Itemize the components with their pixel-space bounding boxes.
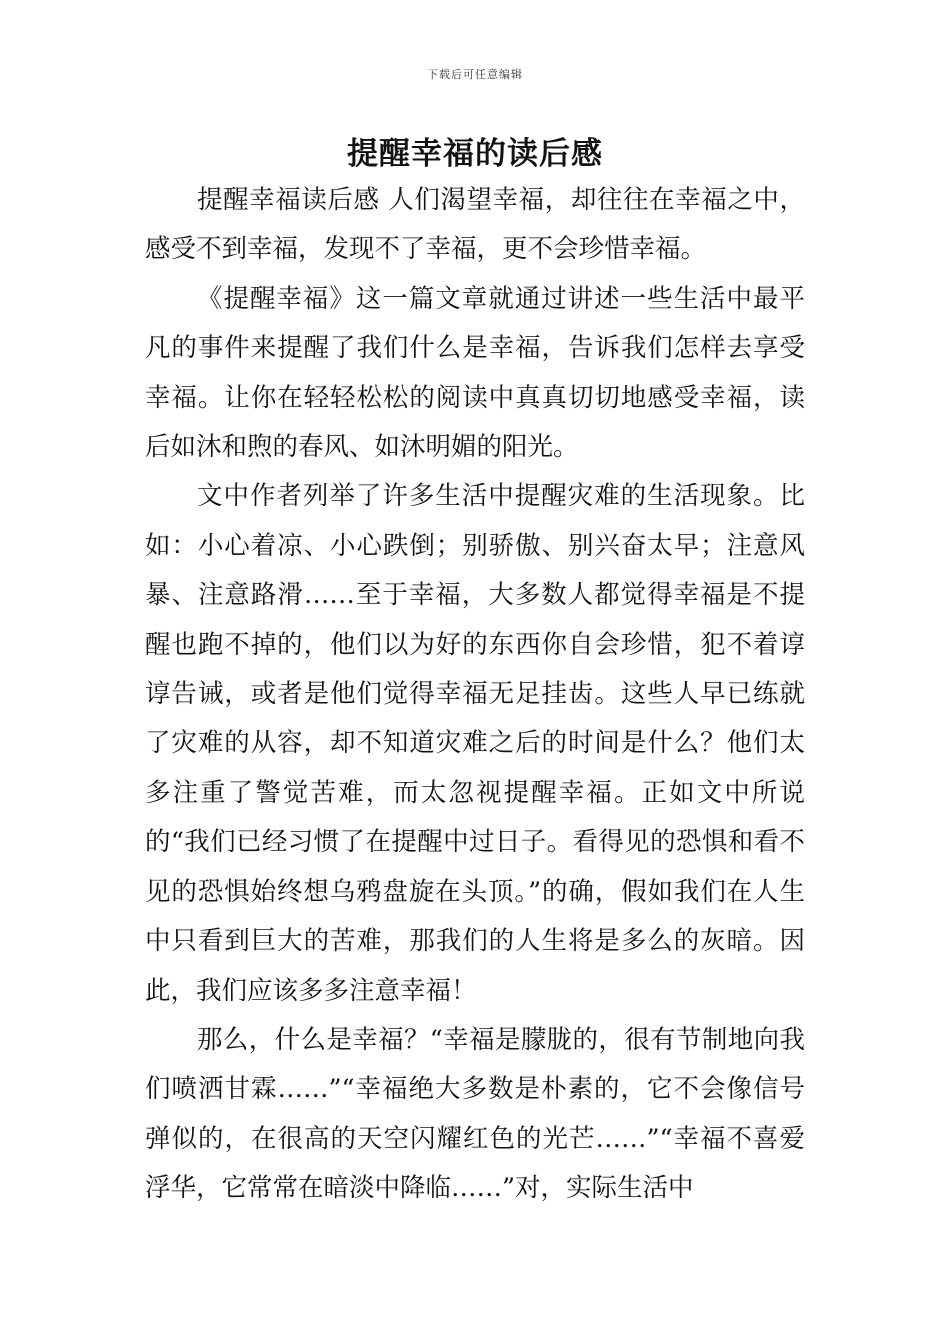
paragraph-3: 文中作者列举了许多生活中提醒灾难的生活现象。比如：小心着凉、小心跌倒；别骄傲、别兴奋太早；注意风暴、注意路滑……至于幸福，大多数人都觉得幸福是不提醒也跑不掉的，他们以为好的东西你自会珍惜，犯不着谆谆告诫，或者是他们觉得幸福无足挂齿。这些人早已练就了灾难的从容，却不知道灾难之后的时间是什么？他们太多注重了警觉苦难，而太忽视提醒幸福。正如文中所说的“我们已经习惯了在提醒中过日子。看得见的恐惧和看不见的恐惧始终想乌鸦盘旋在头顶。”的确，假如我们在人生中只看到巨大的苦难，那我们的人生将是多么的灰暗。因此，我们应该多多注意幸福！ — [145, 481, 805, 1006]
header-note: 下载后可任意编辑 — [427, 68, 523, 81]
paragraph-1: 提醒幸福读后感 人们渴望幸福，却往往在幸福之中，感受不到幸福，发现不了幸福，更不会珍惜幸福。 — [145, 185, 805, 265]
document-title: 提醒幸福的读后感 — [347, 136, 603, 172]
paragraph-2: 《提醒幸福》这一篇文章就通过讲述一些生活中最平凡的事件来提醒了我们什么是幸福，告诉我们怎样去享受幸福。让你在轻轻松松的阅读中真真切切地感受幸福，读后如沐和煦的春风、如沐明媚的阳光。 — [145, 283, 805, 463]
document-body — [145, 176, 805, 1214]
paragraph-4: 那么，什么是幸福？“幸福是朦胧的，很有节制地向我们喷洒甘霖……”“幸福绝大多数是朴素的，它不会像信号弹似的，在很高的天空闪耀红色的光芒……”“幸福不喜爱浮华，它常常在暗淡中降临……”对，实际生活中 — [145, 1024, 805, 1204]
